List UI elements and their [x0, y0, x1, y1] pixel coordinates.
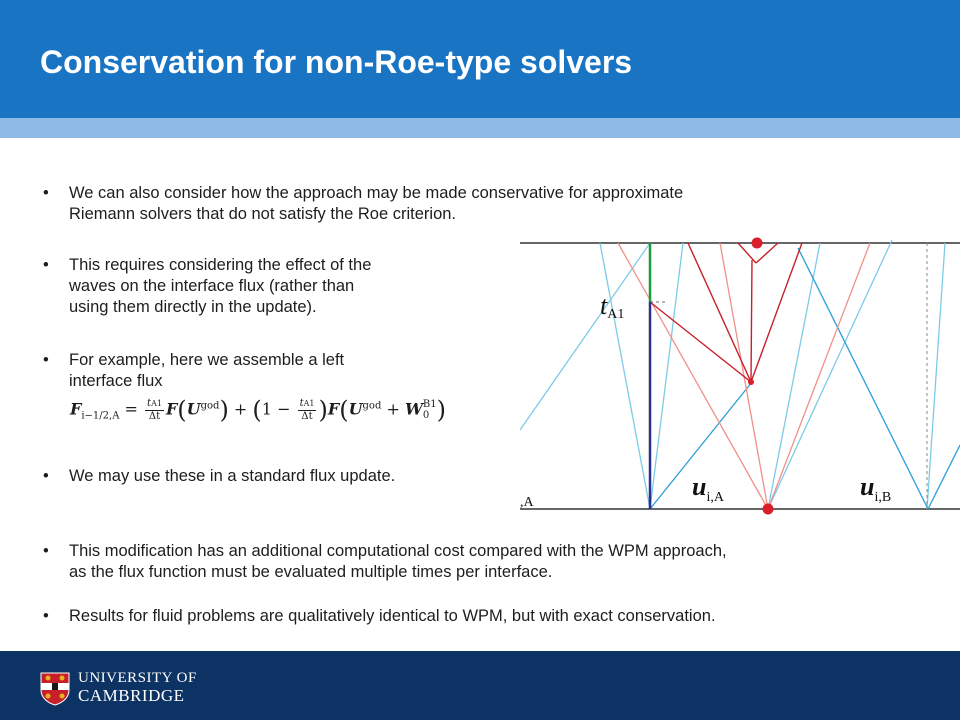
bullet-5-line-2: as the flux function must be evaluated multiple times per interface.	[69, 563, 553, 581]
bullet-4-line-1: We may use these in a standard flux update.	[69, 467, 396, 485]
bullet-marker: •	[43, 542, 49, 560]
bullet-2-line-1: This requires considering the effect of the	[69, 256, 372, 274]
bullet-6-line-1: Results for fluid problems are qualitatively identical to WPM, but with exact conservation.	[69, 607, 716, 625]
u-ia-label: $u_{i,A}$	[692, 472, 724, 505]
bullet-marker: •	[43, 256, 49, 274]
bullet-1-line-1: We can also consider how the approach may be made conservative for approximate	[69, 184, 684, 202]
university-logo-text	[78, 670, 197, 704]
header-stripe	[0, 118, 960, 138]
bullet-marker: •	[43, 607, 49, 625]
wave-diagram	[520, 230, 960, 520]
bullet-3-line-2: interface flux	[69, 372, 163, 390]
logo-line-2: CAMBRIDGE	[78, 686, 185, 705]
bullet-marker: •	[43, 467, 49, 485]
bullet-marker: •	[43, 351, 49, 369]
bullet-3-line-1: For example, here we assemble a left	[69, 351, 345, 369]
flux-equation: $F_{i-1/2,A}$ = $\frac{tA1}{\Delta t}$ $F(U^{god}) + (1$ − $\frac{tA1}{\Delta t}$ )$F(U^{god} + W$ B1 0 )	[70, 396, 447, 424]
bullet-5-line-1: This modification has an additional computational cost compared with the WPM approach,	[69, 542, 727, 560]
bullet-marker: •	[43, 184, 49, 202]
bottom-red-dot	[763, 504, 774, 515]
bullet-1-line-2: Riemann solvers that do not satisfy the Roe criterion.	[69, 205, 457, 223]
bullet-2-line-3: using them directly in the update).	[69, 298, 317, 316]
middle-red-dot	[748, 379, 754, 385]
bullet-2-line-2: waves on the interface flux (rather than	[69, 277, 355, 295]
light-blue-waves	[520, 240, 945, 509]
dark-red-fan	[650, 243, 802, 382]
t-a1-label: tA1	[600, 291, 625, 322]
top-red-dot	[752, 238, 763, 249]
logo-line-1: UNIVERSITY OF	[78, 670, 197, 686]
cambridge-crest-icon	[40, 672, 70, 706]
slide-title: Conservation for non-Roe-type solvers	[40, 44, 633, 80]
u-ib-label: $u_{i,B}$	[860, 472, 892, 505]
blue-waves	[650, 248, 960, 509]
left-sub-label: ,A	[520, 495, 534, 510]
